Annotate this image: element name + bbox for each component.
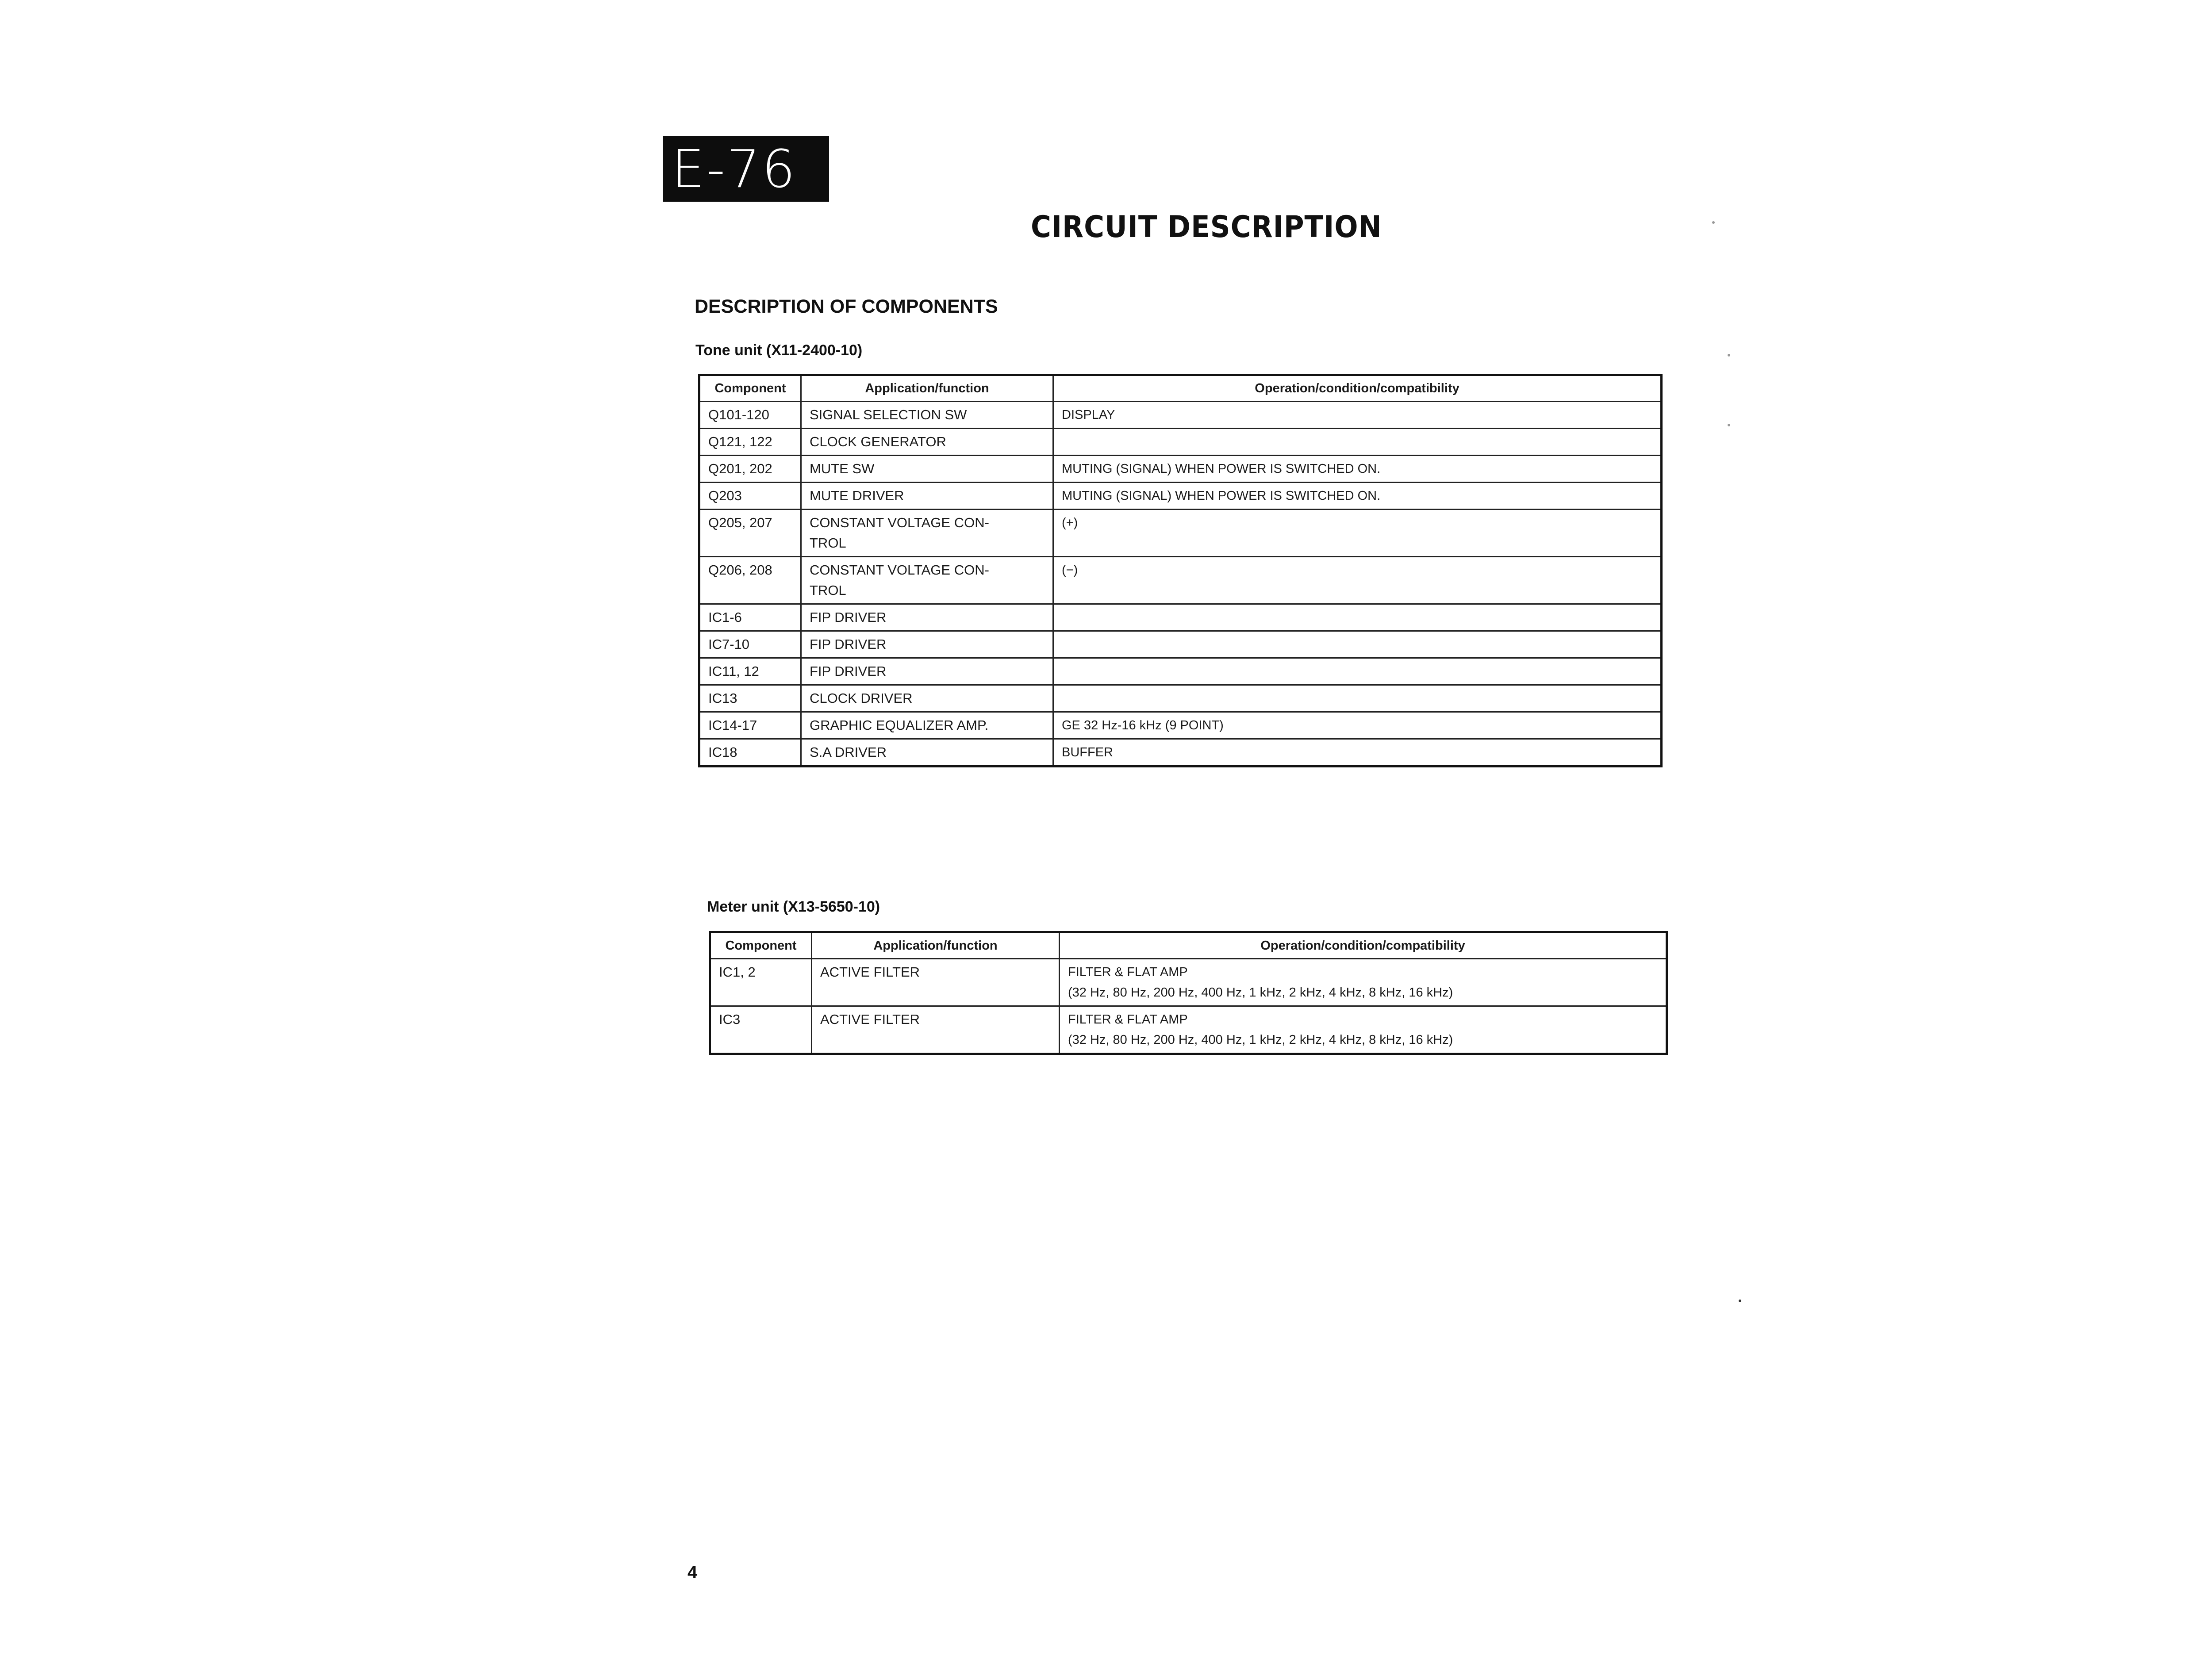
table-row bbox=[699, 557, 1662, 604]
scan-speck bbox=[1712, 221, 1715, 224]
tone-unit-table-body bbox=[699, 402, 1662, 767]
component-cell: Q206, 208 bbox=[699, 557, 801, 604]
tone-unit-table bbox=[698, 374, 1663, 767]
model-number: E-76 bbox=[672, 138, 797, 199]
operation-cell: GE 32 Hz-16 kHz (9 POINT) bbox=[1053, 712, 1662, 739]
table-row bbox=[699, 456, 1662, 483]
column-header-component: Component bbox=[710, 932, 812, 959]
table-row bbox=[699, 739, 1662, 767]
application-cell: FIP DRIVER bbox=[801, 658, 1053, 685]
operation-cell: (+) bbox=[1053, 510, 1662, 557]
application-cell: FIP DRIVER bbox=[801, 631, 1053, 658]
operation-cell bbox=[1053, 658, 1662, 685]
component-cell: IC14-17 bbox=[699, 712, 801, 739]
component-cell: IC11, 12 bbox=[699, 658, 801, 685]
meter-unit-table-body bbox=[710, 959, 1667, 1054]
column-header-component: Component bbox=[699, 375, 801, 402]
page-number: 4 bbox=[687, 1563, 698, 1582]
component-cell: Q205, 207 bbox=[699, 510, 801, 557]
scan-speck bbox=[1728, 354, 1730, 356]
application-cell: FIP DRIVER bbox=[801, 604, 1053, 631]
table-row bbox=[699, 429, 1662, 456]
application-cell: GRAPHIC EQUALIZER AMP. bbox=[801, 712, 1053, 739]
meter-unit-table bbox=[709, 931, 1668, 1055]
component-cell: Q121, 122 bbox=[699, 429, 801, 456]
operation-cell: MUTING (SIGNAL) WHEN POWER IS SWITCHED ON. bbox=[1053, 456, 1662, 483]
application-cell: ACTIVE FILTER bbox=[812, 959, 1060, 1006]
table-row bbox=[710, 959, 1667, 1006]
column-header-operation: Operation/condition/compatibility bbox=[1053, 375, 1662, 402]
page-title: CIRCUIT DESCRIPTION bbox=[1031, 210, 1382, 245]
component-cell: IC13 bbox=[699, 685, 801, 712]
application-cell: CLOCK DRIVER bbox=[801, 685, 1053, 712]
table-row bbox=[699, 604, 1662, 631]
application-cell: CONSTANT VOLTAGE CON- TROL bbox=[801, 557, 1053, 604]
component-cell: IC1, 2 bbox=[710, 959, 812, 1006]
scan-speck bbox=[1728, 424, 1730, 426]
scan-speck bbox=[1739, 1300, 1741, 1302]
application-cell: CONSTANT VOLTAGE CON- TROL bbox=[801, 510, 1053, 557]
operation-cell: FILTER & FLAT AMP (32 Hz, 80 Hz, 200 Hz, 400 Hz, 1 kHz, 2 kHz, 4 kHz, 8 kHz, 16 kHz) bbox=[1060, 959, 1667, 1006]
component-cell: Q201, 202 bbox=[699, 456, 801, 483]
component-cell: IC7-10 bbox=[699, 631, 801, 658]
application-cell: SIGNAL SELECTION SW bbox=[801, 402, 1053, 429]
section-title: DESCRIPTION OF COMPONENTS bbox=[695, 296, 998, 317]
table-row bbox=[699, 402, 1662, 429]
table-header-row bbox=[699, 375, 1662, 402]
application-cell: CLOCK GENERATOR bbox=[801, 429, 1053, 456]
column-header-application: Application/function bbox=[801, 375, 1053, 402]
table-row bbox=[699, 712, 1662, 739]
component-cell: Q101-120 bbox=[699, 402, 801, 429]
application-cell: MUTE DRIVER bbox=[801, 483, 1053, 510]
table-row bbox=[710, 1006, 1667, 1054]
column-header-application: Application/function bbox=[812, 932, 1060, 959]
tone-unit-title: Tone unit (X11-2400-10) bbox=[695, 342, 863, 359]
application-cell: S.A DRIVER bbox=[801, 739, 1053, 767]
operation-cell: DISPLAY bbox=[1053, 402, 1662, 429]
table-row bbox=[699, 631, 1662, 658]
table-row bbox=[699, 483, 1662, 510]
component-cell: IC18 bbox=[699, 739, 801, 767]
operation-cell bbox=[1053, 429, 1662, 456]
operation-cell bbox=[1053, 604, 1662, 631]
table-row bbox=[699, 658, 1662, 685]
operation-cell: MUTING (SIGNAL) WHEN POWER IS SWITCHED ON. bbox=[1053, 483, 1662, 510]
component-cell: IC3 bbox=[710, 1006, 812, 1054]
table-row bbox=[699, 685, 1662, 712]
table-header-row bbox=[710, 932, 1667, 959]
operation-cell bbox=[1053, 631, 1662, 658]
operation-cell: BUFFER bbox=[1053, 739, 1662, 767]
component-cell: IC1-6 bbox=[699, 604, 801, 631]
operation-cell: FILTER & FLAT AMP (32 Hz, 80 Hz, 200 Hz, 400 Hz, 1 kHz, 2 kHz, 4 kHz, 8 kHz, 16 kHz) bbox=[1060, 1006, 1667, 1054]
column-header-operation: Operation/condition/compatibility bbox=[1060, 932, 1667, 959]
model-badge bbox=[663, 136, 829, 202]
application-cell: ACTIVE FILTER bbox=[812, 1006, 1060, 1054]
component-cell: Q203 bbox=[699, 483, 801, 510]
operation-cell: (−) bbox=[1053, 557, 1662, 604]
operation-cell bbox=[1053, 685, 1662, 712]
meter-unit-title: Meter unit (X13-5650-10) bbox=[707, 898, 880, 915]
application-cell: MUTE SW bbox=[801, 456, 1053, 483]
table-row bbox=[699, 510, 1662, 557]
